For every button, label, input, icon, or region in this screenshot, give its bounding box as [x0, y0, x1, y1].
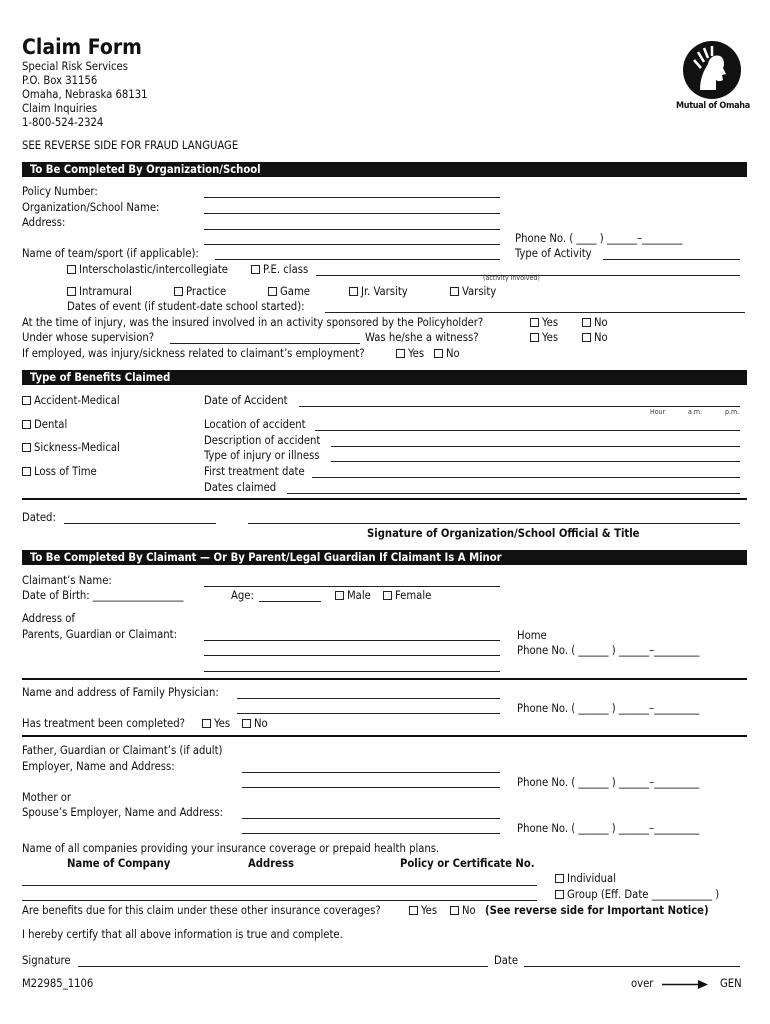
dob-label: Date of Birth: __________________	[22, 589, 184, 602]
checkbox[interactable]	[67, 265, 76, 274]
col-company-header: Name of Company	[67, 857, 171, 870]
father-phone-label: Phone No. ( ______ ) ______–_________	[517, 776, 700, 789]
location-label: Location of accident	[204, 418, 306, 431]
dated-label: Dated:	[22, 511, 56, 524]
insurance-row-2[interactable]	[22, 900, 537, 901]
pm-hint: p.m.	[725, 408, 740, 416]
indian-head-logo-icon	[682, 40, 742, 100]
option-label: Male	[347, 589, 371, 602]
checkbox[interactable]	[22, 420, 31, 429]
checkbox[interactable]	[555, 890, 564, 899]
option-label: Game	[280, 285, 310, 298]
checkbox[interactable]	[530, 333, 539, 342]
parents-address-field-3[interactable]	[204, 671, 500, 672]
claimant-name-field[interactable]	[204, 586, 500, 587]
spouse-employer-field-1[interactable]	[242, 818, 500, 819]
address-label: Address:	[22, 216, 66, 229]
option-label: Accident-Medical	[34, 394, 120, 407]
dental-option[interactable]	[22, 418, 67, 432]
first-treatment-label: First treatment date	[204, 465, 305, 478]
father-employer-field-2[interactable]	[242, 787, 500, 788]
home-phone-label: Phone No. ( ______ ) ______–_________	[517, 644, 700, 657]
type-injury-field[interactable]	[331, 461, 740, 462]
address-field-2[interactable]	[204, 244, 500, 245]
dated-field[interactable]	[64, 523, 216, 524]
witness-label: Was he/she a witness?	[365, 331, 479, 344]
option-label: Yes	[542, 331, 559, 344]
arrow-right-icon	[662, 980, 708, 989]
section-heading-organization: To Be Completed By Organization/School	[22, 162, 747, 177]
varsity-option[interactable]	[450, 285, 496, 299]
date-label: Date	[494, 954, 519, 967]
checkbox[interactable]	[174, 287, 183, 296]
policy-number-field[interactable]	[204, 197, 500, 198]
certify-statement: I hereby certify that all above information is true and complete.	[22, 928, 343, 941]
checkbox[interactable]	[450, 287, 459, 296]
spouse-employer-label: Spouse’s Employer, Name and Address:	[22, 806, 224, 819]
insurance-companies-label: Name of all companies providing your insurance coverage or prepaid health plans.	[22, 842, 440, 855]
employed-no[interactable]	[434, 347, 460, 361]
option-label: Intramural	[79, 285, 132, 298]
official-signature-field[interactable]	[248, 523, 740, 524]
age-label: Age:	[231, 589, 254, 602]
form-code: M22985_1106	[22, 977, 94, 990]
team-sport-label: Name of team/sport (if applicable):	[22, 247, 199, 260]
date-of-accident-label: Date of Accident	[204, 394, 288, 407]
father-employer-label: Employer, Name and Address:	[22, 760, 175, 773]
parents-guardian-label: Parents, Guardian or Claimant:	[22, 628, 177, 641]
sponsored-no[interactable]	[582, 316, 608, 330]
treatment-yes[interactable]	[202, 717, 230, 731]
checkbox[interactable]	[67, 287, 76, 296]
claimant-date-field[interactable]	[524, 966, 740, 967]
witness-yes[interactable]	[530, 331, 558, 345]
checkbox[interactable]	[555, 874, 564, 883]
dates-of-event-field[interactable]	[325, 312, 745, 313]
sickness-medical-option[interactable]	[22, 441, 120, 455]
option-label: Yes	[408, 347, 425, 360]
option-label: Individual	[567, 872, 617, 885]
fraud-note: SEE REVERSE SIDE FOR FRAUD LANGUAGE	[22, 139, 239, 152]
org-line: Claim Inquiries	[22, 102, 98, 115]
org-name-label: Organization/School Name:	[22, 201, 160, 214]
option-label: No	[594, 331, 608, 344]
phone-label: Phone No. ( ____ ) ______–________	[515, 232, 683, 245]
witness-no[interactable]	[582, 331, 608, 345]
sponsored-yes[interactable]	[530, 316, 558, 330]
supervision-field[interactable]	[170, 343, 360, 344]
parents-address-field-2[interactable]	[204, 655, 500, 656]
option-label: Sickness-Medical	[34, 441, 120, 454]
checkbox[interactable]	[349, 287, 358, 296]
employed-yes[interactable]	[396, 347, 424, 361]
option-label: Jr. Varsity	[361, 285, 408, 298]
age-field[interactable]	[259, 601, 321, 602]
logo-text: Mutual of Omaha	[676, 101, 750, 111]
checkbox[interactable]	[582, 318, 591, 327]
address-of-label: Address of	[22, 612, 75, 625]
checkbox[interactable]	[22, 467, 31, 476]
female-option[interactable]	[383, 589, 431, 603]
org-line: P.O. Box 31156	[22, 74, 98, 87]
mother-or-label: Mother or	[22, 791, 71, 804]
see-reverse-note: (See reverse side for Important Notice)	[485, 904, 709, 917]
group-option[interactable]	[555, 888, 719, 902]
section-divider	[22, 498, 747, 500]
employed-question: If employed, was injury/sickness related to claimant’s employment?	[22, 347, 365, 360]
description-field[interactable]	[331, 446, 740, 447]
spouse-employer-field-2[interactable]	[242, 833, 500, 834]
benefits-yes[interactable]	[409, 904, 437, 918]
option-label: No	[594, 316, 608, 329]
activity-involved-hint: (activity involved)	[483, 274, 540, 282]
type-of-activity-field[interactable]	[603, 259, 740, 260]
option-label: P.E. class	[263, 263, 309, 276]
option-label: Yes	[421, 904, 438, 917]
option-label: Yes	[542, 316, 559, 329]
loss-of-time-option[interactable]	[22, 465, 97, 479]
location-field[interactable]	[315, 430, 740, 431]
checkbox[interactable]	[409, 906, 418, 915]
intramural-option[interactable]	[67, 285, 132, 299]
first-treatment-field[interactable]	[312, 477, 740, 478]
practice-option[interactable]	[174, 285, 226, 299]
dates-claimed-label: Dates claimed	[204, 481, 277, 494]
option-label: Interscholastic/intercollegiate	[79, 263, 228, 276]
pe-class-option[interactable]	[251, 263, 308, 277]
over-label: over	[631, 977, 654, 990]
checkbox[interactable]	[22, 443, 31, 452]
type-injury-label: Type of injury or illness	[204, 449, 320, 462]
option-label: Yes	[214, 717, 231, 730]
dates-claimed-field[interactable]	[287, 493, 740, 494]
signature-label: Signature	[22, 954, 71, 967]
supervision-label: Under whose supervision?	[22, 331, 155, 344]
accident-medical-option[interactable]	[22, 394, 120, 408]
type-of-activity-label: Type of Activity	[515, 247, 592, 260]
claimant-signature-field[interactable]	[78, 966, 488, 967]
org-line: Special Risk Services	[22, 60, 128, 73]
benefits-due-question: Are benefits due for this claim under these other insurance coverages?	[22, 904, 381, 917]
option-label: No	[254, 717, 268, 730]
family-physician-label: Name and address of Family Physician:	[22, 686, 219, 699]
org-line: 1-800-524-2324	[22, 116, 104, 129]
section-divider	[22, 735, 747, 737]
date-of-accident-field[interactable]	[299, 406, 740, 407]
game-option[interactable]	[268, 285, 310, 299]
treatment-no[interactable]	[242, 717, 268, 731]
checkbox[interactable]	[530, 318, 539, 327]
checkbox[interactable]	[268, 287, 277, 296]
section-heading-benefits: Type of Benefits Claimed	[22, 370, 747, 385]
am-hint: a.m.	[688, 408, 702, 416]
spouse-phone-label: Phone No. ( ______ ) ______–_________	[517, 822, 700, 835]
policy-number-label: Policy Number:	[22, 185, 98, 198]
family-physician-field-1[interactable]	[237, 698, 500, 699]
physician-phone-label: Phone No. ( ______ ) ______–_________	[517, 702, 700, 715]
col-policy-header: Policy or Certificate No.	[400, 857, 535, 870]
dates-of-event-label: Dates of event (if student-date school started):	[67, 300, 305, 313]
jr-varsity-option[interactable]	[349, 285, 408, 299]
section-heading-claimant: To Be Completed By Claimant — Or By Parent/Legal Guardian If Claimant Is A Minor	[22, 550, 747, 565]
org-name-field[interactable]	[204, 213, 500, 214]
option-label: Dental	[34, 418, 68, 431]
official-signature-caption: Signature of Organization/School Official & Title	[367, 527, 640, 540]
male-option[interactable]	[335, 589, 371, 603]
form-title: Claim Form	[22, 35, 142, 59]
checkbox[interactable]	[434, 349, 443, 358]
option-label: Practice	[186, 285, 227, 298]
address-field-1[interactable]	[204, 229, 500, 230]
option-label: Group (Eff. Date ____________ )	[567, 888, 720, 901]
father-guardian-label: Father, Guardian or Claimant’s (if adult)	[22, 744, 223, 757]
option-label: No	[446, 347, 460, 360]
option-label: No	[462, 904, 476, 917]
father-employer-field-1[interactable]	[242, 772, 500, 773]
claimant-name-label: Claimant’s Name:	[22, 574, 112, 587]
org-line: Omaha, Nebraska 68131	[22, 88, 148, 101]
checkbox[interactable]	[582, 333, 591, 342]
team-sport-field[interactable]	[215, 259, 500, 260]
checkbox[interactable]	[450, 906, 459, 915]
section-divider	[22, 678, 747, 680]
description-label: Description of accident	[204, 434, 321, 447]
checkbox[interactable]	[383, 591, 392, 600]
option-label: Loss of Time	[34, 465, 97, 478]
hour-hint: Hour	[650, 408, 666, 416]
parents-address-field-1[interactable]	[204, 640, 500, 641]
checkbox[interactable]	[202, 719, 211, 728]
checkbox[interactable]	[396, 349, 405, 358]
individual-option[interactable]	[555, 872, 616, 886]
benefits-no[interactable]	[450, 904, 476, 918]
option-label: Varsity	[462, 285, 497, 298]
sponsored-question: At the time of injury, was the insured involved in an activity sponsored by the Policyholder?	[22, 316, 484, 329]
option-label: Female	[395, 589, 432, 602]
col-address-header: Address	[248, 857, 294, 870]
insurance-row-1[interactable]	[22, 885, 537, 886]
checkbox[interactable]	[22, 396, 31, 405]
gen-label: GEN	[720, 977, 742, 990]
checkbox[interactable]	[335, 591, 344, 600]
treatment-completed-label: Has treatment been completed?	[22, 717, 185, 730]
checkbox[interactable]	[251, 265, 260, 274]
interscholastic-option[interactable]	[67, 263, 228, 277]
family-physician-field-2[interactable]	[237, 713, 500, 714]
checkbox[interactable]	[242, 719, 251, 728]
home-label: Home	[517, 629, 547, 642]
